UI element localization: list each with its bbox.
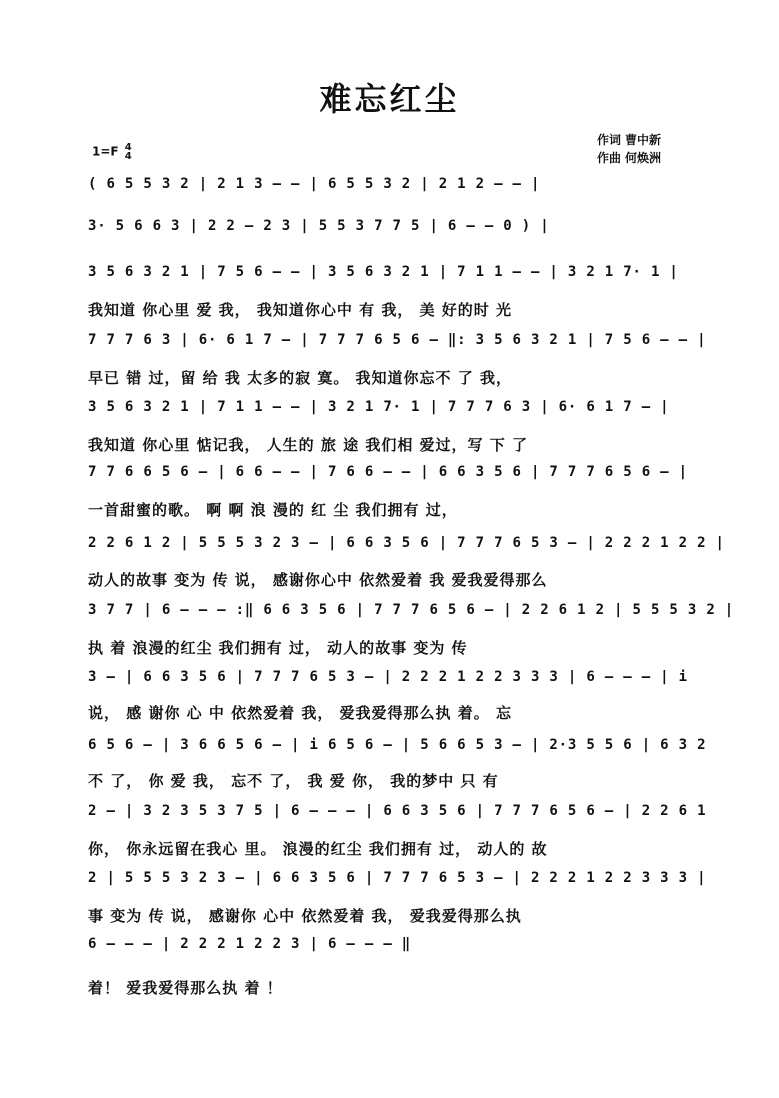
key-signature	[92, 143, 132, 161]
lyrics-row: 你， 你永远留在我心 里。 浪漫的红尘 我们拥有 过， 动人的 故	[88, 840, 548, 858]
time-signature	[125, 143, 132, 161]
notation-row: 6 5 6 – | 3 6 6 5 6 – | i 6 5 6 – | 5 6 6 5 3 – | 2·3 5 5 6 | 6 3 2	[88, 737, 707, 753]
notation-row: 3 5 6 3 2 1 | 7 1 1 – – | 3 2 1 7· 1 | 7 7 7 6 3 | 6· 6 1 7 – |	[88, 399, 670, 415]
lyrics-row: 不 了， 你 爱 我， 忘不 了， 我 爱 你， 我的梦中 只 有	[88, 772, 499, 790]
notation-row: 6 – – – | 2 2 2 1 2 2 3 | 6 – – – ‖	[88, 936, 412, 952]
lyrics-row: 着！ 爱我爱得那么执 着 ！	[88, 979, 283, 997]
page-title: 难忘红尘	[319, 80, 460, 118]
key-label: 1=F	[92, 144, 119, 159]
composer-name: 何焕洲	[625, 151, 662, 165]
lyrics-row: 我知道 你心里 惦记我， 人生的 旅 途 我们相 爱过，写 下 了	[88, 436, 529, 454]
lyrics-row: 事 变为 传 说， 感谢你 心中 依然爱着 我， 爱我爱得那么执	[88, 907, 522, 925]
lyrics-row: 早已 错 过，留 给 我 太多的寂 寞。 我知道你忘不 了 我，	[88, 369, 513, 387]
lyrics-row: 说， 感 谢你 心 中 依然爱着 我， 爱我爱得那么执 着。 忘	[88, 704, 513, 722]
lyricist-credit	[597, 131, 661, 148]
lyrics-row: 一首甜蜜的歌。 啊 啊 浪 漫的 红 尘 我们拥有 过，	[88, 501, 458, 519]
notation-row: 2 – | 3 2 3 5 3 7 5 | 6 – – – | 6 6 3 5 6 | 7 7 7 6 5 6 – | 2 2 6 1	[88, 803, 707, 819]
notation-row: 2 | 5 5 5 3 2 3 – | 6 6 3 5 6 | 7 7 7 6 5 3 – | 2 2 2 1 2 2 3 3 3 |	[88, 870, 707, 886]
notation-row: 2 2 6 1 2 | 5 5 5 3 2 3 – | 6 6 3 5 6 | 7 7 7 6 5 3 – | 2 2 2 1 2 2 |	[88, 535, 725, 551]
time-signature-bottom: 4	[124, 151, 132, 162]
lyricist-label: 作词	[597, 133, 622, 147]
notation-row: 3 – | 6 6 3 5 6 | 7 7 7 6 5 3 – | 2 2 2 1 2 2 3 3 3 | 6 – – – | i	[88, 669, 688, 685]
composer-label: 作曲	[597, 151, 622, 165]
time-signature-top: 4	[124, 142, 132, 153]
lyrics-row: 动人的故事 变为 传 说， 感谢你心中 依然爱着 我 爱我爱得那么	[88, 571, 548, 589]
notation-row: 3· 5 6 6 3 | 2 2 – 2 3 | 5 5 3 7 7 5 | 6 – – 0 ) |	[88, 218, 550, 234]
lyrics-row: 执 着 浪漫的红尘 我们拥有 过， 动人的故事 变为 传	[88, 639, 468, 657]
composer-credit	[597, 149, 661, 166]
notation-row: 7 7 6 6 5 6 – | 6 6 – – | 7 6 6 – – | 6 6 3 5 6 | 7 7 7 6 5 6 – |	[88, 464, 688, 480]
lyricist-name: 曹中新	[625, 133, 662, 147]
notation-row: 3 7 7 | 6 – – – :‖ 6 6 3 5 6 | 7 7 7 6 5 6 – | 2 2 6 1 2 | 5 5 5 3 2 |	[88, 602, 735, 618]
lyrics-row: 我知道 你心里 爱 我， 我知道你心中 有 我， 美 好的时 光	[88, 301, 513, 319]
notation-row: ( 6 5 5 3 2 | 2 1 3 – – | 6 5 5 3 2 | 2 1 2 – – |	[88, 176, 541, 192]
notation-row: 3 5 6 3 2 1 | 7 5 6 – – | 3 5 6 3 2 1 | 7 1 1 – – | 3 2 1 7· 1 |	[88, 264, 679, 280]
notation-row: 7 7 7 6 3 | 6· 6 1 7 – | 7 7 7 6 5 6 – ‖: 3 5 6 3 2 1 | 7 5 6 – – |	[88, 332, 707, 348]
